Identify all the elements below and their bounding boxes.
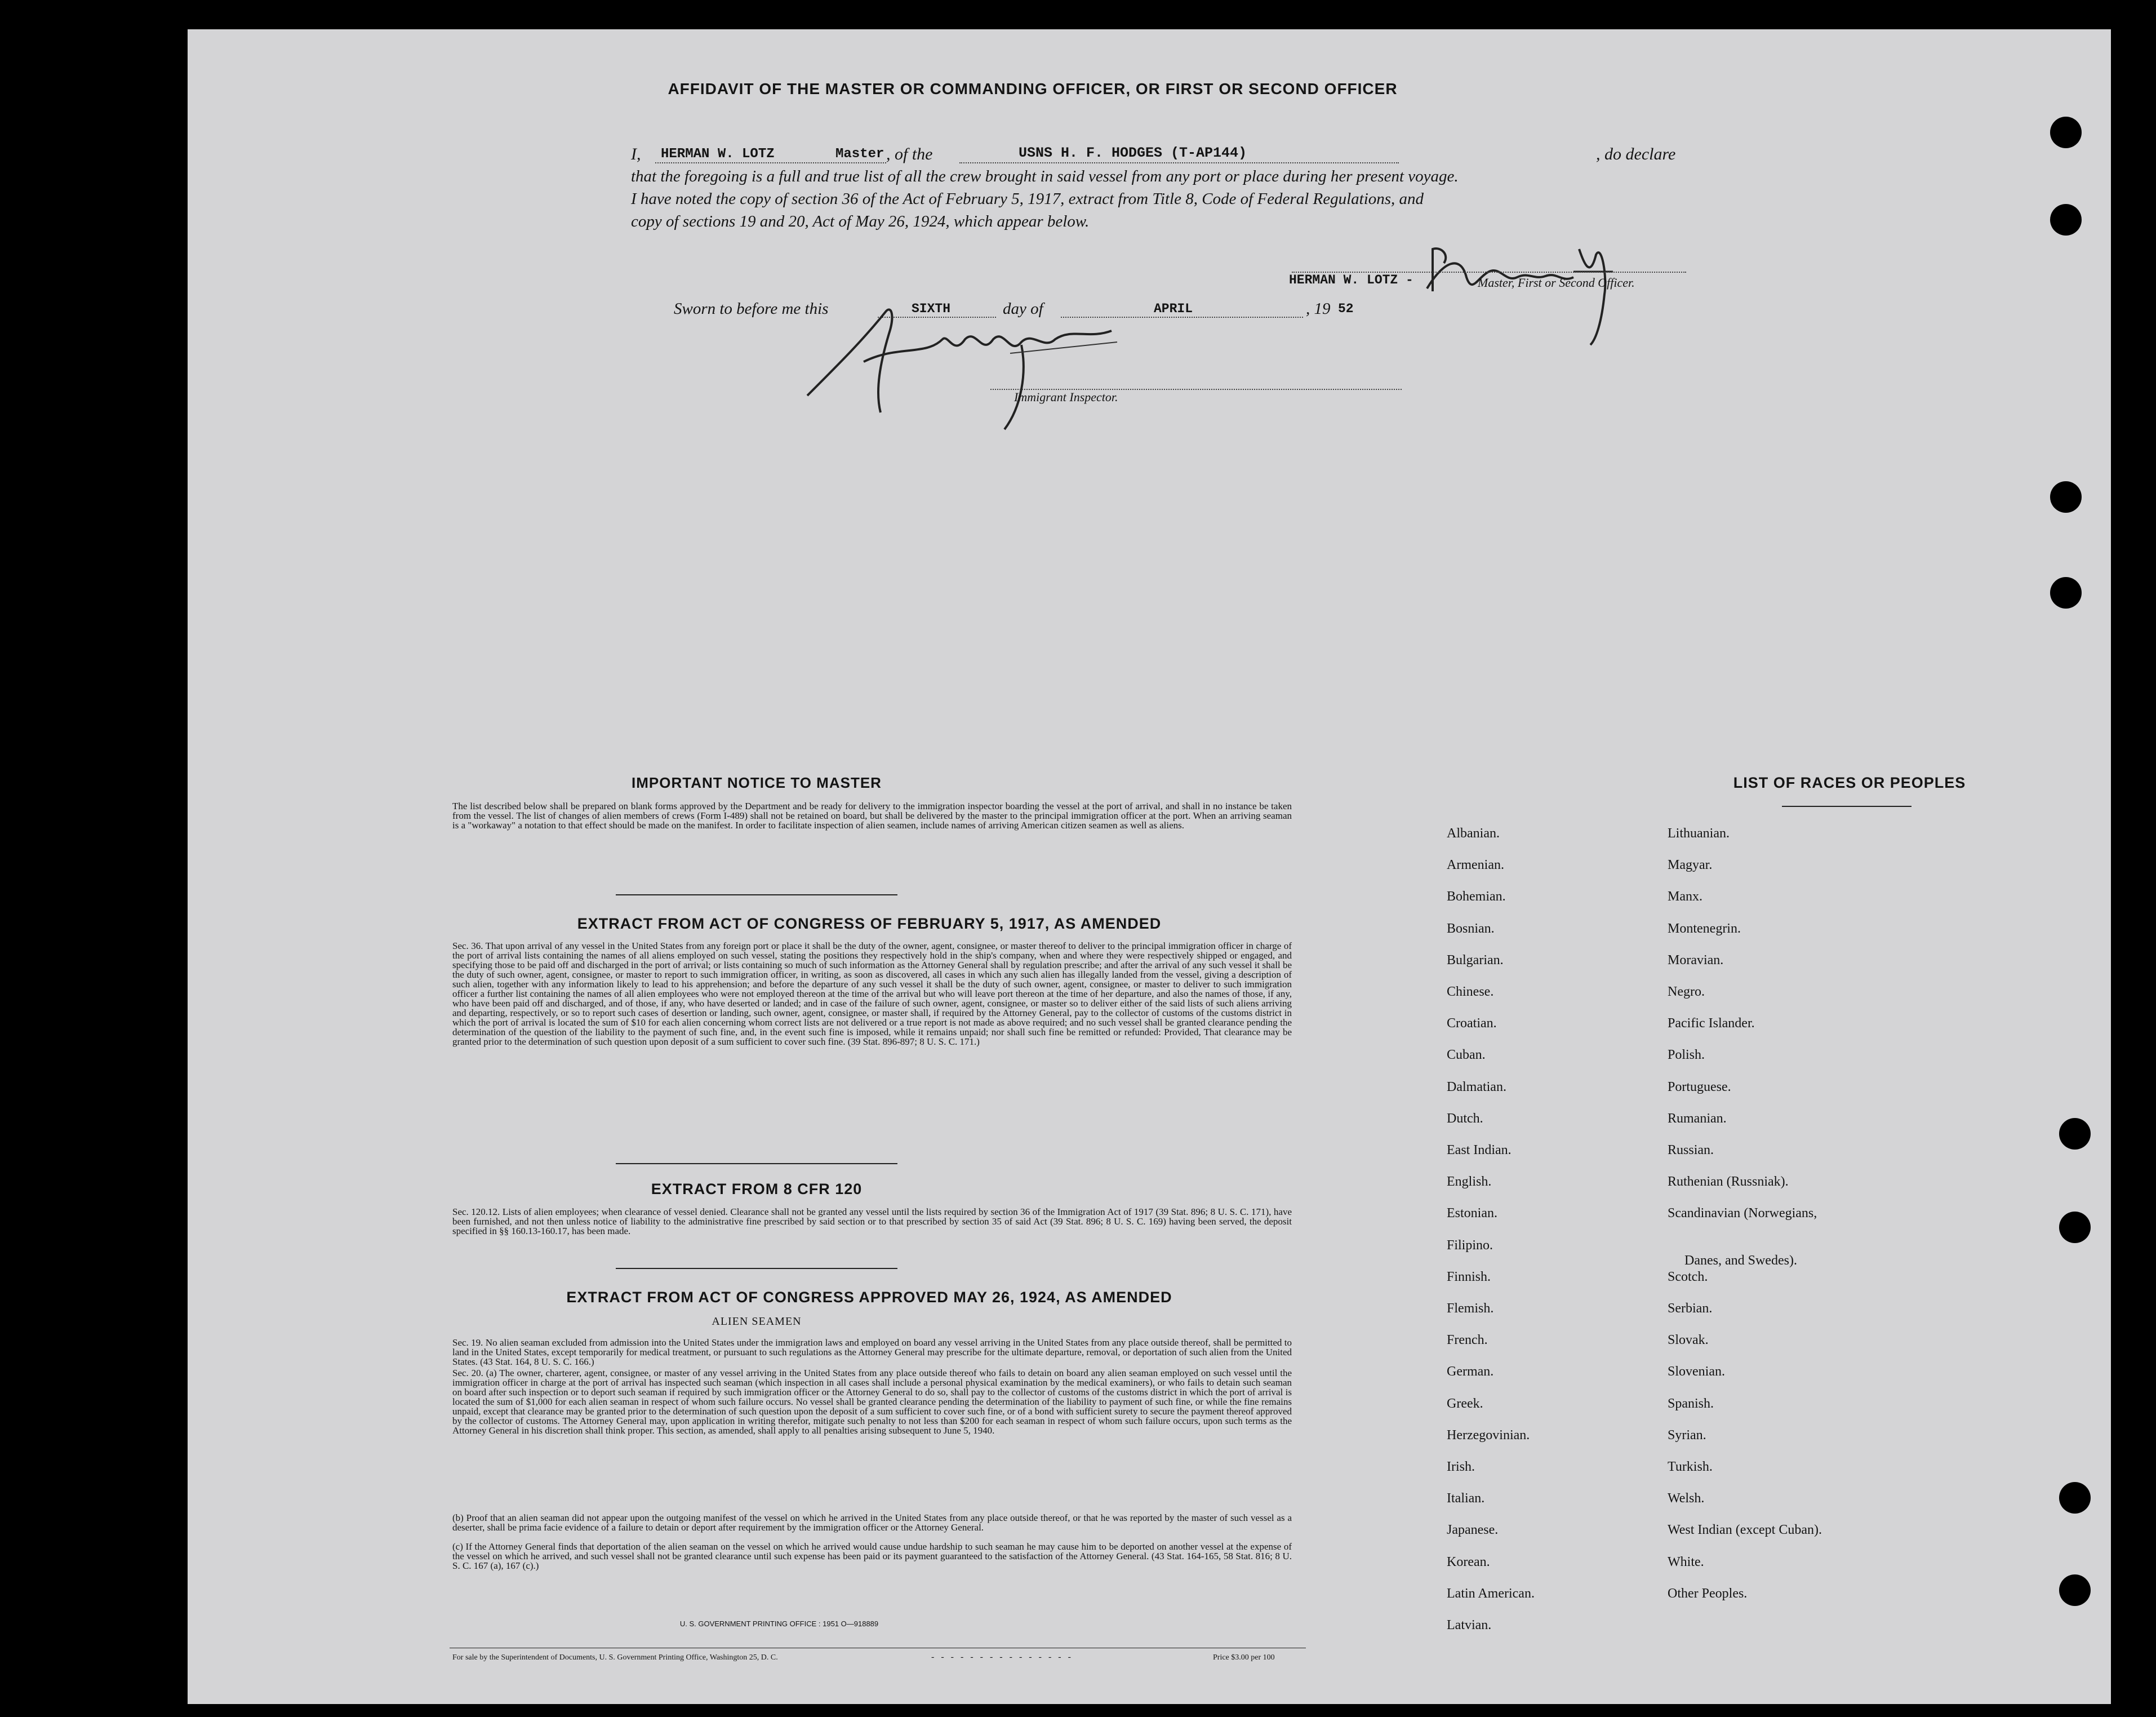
vessel-name: USNS H. F. HODGES (T-AP144) <box>1019 145 1247 161</box>
notice-text: The list described below shall be prepared on blank forms approved by the Department and be ready for delivery to the immigration inspector boarding the vessel at the port of arrival, and shall in no instance be taken from the vessel. The list of changes of alien members of crews (Form I-489) shall not be retained on board, but shall be delivered by the master to the principal immigration officer at the port. When an arriving seaman is a "workaway" a notation to that effect should be made on the manifest. In order to facilitate inspection of alien seamen, include names of arriving American citizen seamen as well as aliens. <box>452 801 1292 831</box>
footer-left: For sale by the Superintendent of Documents, U. S. Government Printing Office, Washington 25, D. C. <box>452 1653 778 1662</box>
extract-1924-para4: (c) If the Attorney General finds that deportation of the alien seaman on the vessel on which he arrived would cause undue hardship to such seaman he may cause him to be deported on another vessel at the expense of the vessel on which he arrived, and such vessel shall not be granted clearance until such expense has been paid or its payment guaranteed to the satisfaction of the Attorney General. (43 Stat. 164-165, 58 Stat. 816; 8 U. S. C. 167 (a), 167 (c).) <box>452 1541 1292 1571</box>
inspector-signature <box>796 277 1145 446</box>
punch-hole <box>2059 1574 2091 1606</box>
year-prefix: , 19 <box>1306 300 1331 318</box>
race-item: Armenian. <box>1447 858 1504 873</box>
race-item: Syrian. <box>1668 1427 1706 1443</box>
races-title-rule <box>1782 806 1911 807</box>
race-item: Scotch. <box>1668 1269 1708 1284</box>
extract-1924-para2: Sec. 20. (a) The owner, charterer, agent, consignee, or master of any vessel arriving in the United States from any place outside thereof who fails to detain on board any alien seaman employed on such vessel until the immigration officer in charge at the port of arrival has inspected such seaman (which inspection in all cases shall include a personal physical examination by the medical examiners), or who fails to detain such seaman on board after such inspection or to deport such seaman if required by such immigration officer or the Attorney General to do so, shall pay to the collector of customs of the customs district in which the port of arrival is located the sum of $1,000 for each alien seaman in respect of whom such failure occurs. No vessel shall be granted clearance pending the determination of the liability to payment of such fine, or while the fine remains unpaid, except that clearance may be granted prior to the determination of such question upon the deposit of a sum sufficient to cover such fine, or of a bond with sufficient surety to secure the payment thereof approved by the collector of customs. The Attorney General may, upon application in writing therefor, mitigate such penalty to not less than $200 for each seaman in respect of whom such failure occurs, upon such terms as the Attorney General in his discretion shall think proper. This section, as amended, shall apply to all penalties arising subsequent to June 5, 1940. <box>452 1368 1292 1436</box>
race-item: West Indian (except Cuban). <box>1668 1523 1822 1538</box>
race-item: Finnish. <box>1447 1269 1491 1284</box>
race-item: German. <box>1447 1364 1494 1379</box>
race-item: English. <box>1447 1174 1492 1190</box>
race-item: Welsh. <box>1668 1491 1705 1506</box>
month-value: APRIL <box>1154 301 1193 316</box>
race-item: Flemish. <box>1447 1301 1494 1316</box>
punch-hole <box>2050 117 2082 148</box>
race-item: Korean. <box>1447 1554 1490 1569</box>
race-item: Ruthenian (Russniak). <box>1668 1174 1789 1190</box>
race-item: Serbian. <box>1668 1301 1713 1316</box>
race-item: Negro. <box>1668 984 1705 999</box>
punch-hole <box>2059 1118 2091 1150</box>
footer-dots: - - - - - - - - - - - - - - - <box>931 1652 1073 1662</box>
race-item: Manx. <box>1668 889 1702 904</box>
name-line <box>655 162 886 163</box>
race-item: Moravian. <box>1668 952 1724 968</box>
race-item: Turkish. <box>1668 1459 1713 1474</box>
extract-1924-para3: (b) Proof that an alien seaman did not appear upon the outgoing manifest of the vessel on which he arrived in the United States from any place outside thereof, or that he was reported by the master of such vessel as a deserter, shall be prima facie evidence of a failure to detain or deport after requirement by the immigration officer or the Attorney General. <box>452 1512 1292 1533</box>
day-value: SIXTH <box>912 301 951 316</box>
affidavit-i: I, <box>631 145 641 163</box>
race-item: Estonian. <box>1447 1206 1497 1221</box>
divider <box>616 1163 897 1164</box>
extract-1917-text: Sec. 36. That upon arrival of any vessel in the United States from any foreign port or place it shall be the duty of the owner, agent, consignee, or master thereof to deliver to the principal immigration officer in charge of the port of arrival lists containing the names of all aliens employed on such vessel, stating the positions they respectively hold in the ship's company, when and where they were respectively shipped or engaged, and specifying those to be paid off and discharged in the port of arrival; or lists containing so much of such information as the Attorney General shall by regulation prescribe; and after the arrival of any such vessel it shall be the duty of such owner, agent, consignee, or master to report to such immigration officer, in writing, as soon as discovered, all cases in which any such alien has illegally landed from the vessel, giving a description of such alien, together with any information likely to lead to his apprehension; and before the departure of any such vessel it shall be the duty of such owner, agent, consignee, or master to deliver to such immigration officer a further list containing the names of all alien employees who were not employed thereon at the time of the arrival but who will leave port thereon at the time of her departure, and also the names of those, if any, who have been paid off and discharged, and of those, if any, who have deserted or landed; and in case of the failure of such owner, agent, consignee, or master so to deliver either of the said lists of such aliens arriving and departing, respectively, or so to report such cases of desertion or landing, such owner, agent, consignee, or master shall, if required by the Attorney General, pay to the collector of customs of the customs district in which the port of arrival is located the sum of $10 for each alien concerning whom correct lists are not delivered or a true report is not made as above required; and no such vessel shall be granted clearance pending the determination of the question of the liability to the payment of such fine, and, in the event such fine is imposed, while it remains unpaid; nor shall such fine be remitted or refunded: Provided, That clearance may be granted prior to the determination of such question upon deposit of a sum sufficient to cover such fine. (39 Stat. 896-897; 8 U. S. C. 171.) <box>452 940 1292 1047</box>
race-item: Rumanian. <box>1668 1111 1727 1126</box>
race-item: Bohemian. <box>1447 889 1506 904</box>
inspector-caption: Immigrant Inspector. <box>1014 390 1118 404</box>
punch-hole <box>2059 1482 2091 1514</box>
gpo-imprint: U. S. GOVERNMENT PRINTING OFFICE : 1951 O—918889 <box>679 1620 879 1628</box>
extract-1917-title: EXTRACT FROM ACT OF CONGRESS OF FEBRUARY 5, 1917, AS AMENDED <box>577 915 1162 932</box>
race-item: Latin American. <box>1447 1586 1535 1601</box>
affidavit-line3: I have noted the copy of section 36 of the Act of February 5, 1917, extract from Title 8, Code of Federal Regulations, and <box>631 190 1424 208</box>
race-item: Filipino. <box>1447 1237 1493 1253</box>
year-value: 52 <box>1338 301 1354 316</box>
race-item: Japanese. <box>1447 1523 1499 1538</box>
race-item: Greek. <box>1447 1396 1483 1411</box>
affidavit-title: AFFIDAVIT OF THE MASTER OR COMMANDING OFFICER, OR FIRST OR SECOND OFFICER <box>668 80 1398 97</box>
race-item: Magyar. <box>1668 858 1713 873</box>
do-declare-label: , do declare <box>1596 145 1676 163</box>
race-item: Albanian. <box>1447 826 1500 841</box>
affidavit-line2: that the foregoing is a full and true list of all the crew brought in said vessel from any port or place during her present voyage. <box>631 167 1459 185</box>
document-page <box>188 29 2111 1704</box>
race-item: French. <box>1447 1333 1488 1348</box>
races-title: LIST OF RACES OR PEOPLES <box>1733 774 1966 791</box>
punch-hole <box>2050 481 2082 513</box>
punch-hole <box>2050 577 2082 609</box>
of-the-label: , of the <box>886 145 933 163</box>
race-item: Polish. <box>1668 1048 1705 1063</box>
race-item: Dalmatian. <box>1447 1079 1506 1094</box>
race-item: White. <box>1668 1554 1704 1569</box>
race-item: Russian. <box>1668 1143 1714 1157</box>
signer-caption: Master, First or Second Officer. <box>1478 276 1635 290</box>
race-item: Herzegovinian. <box>1447 1427 1530 1443</box>
race-item: Lithuanian. <box>1668 826 1730 841</box>
day-of-label: day of <box>1003 300 1043 318</box>
race-item: Dutch. <box>1447 1111 1483 1126</box>
affidavit-line4: copy of sections 19 and 20, Act of May 26, 1924, which appear below. <box>631 212 1090 230</box>
sworn-label: Sworn to before me this <box>674 300 829 318</box>
notice-title: IMPORTANT NOTICE TO MASTER <box>632 774 882 791</box>
extract-1924-para1: Sec. 19. No alien seaman excluded from admission into the United States under the immigration laws and employed on board any vessel arriving in the United States from any place outside thereof, shall be permitted to land in the United States, except temporarily for medical treatment, or pursuant to such regulations as the Attorney General may prescribe for the ultimate departure, removal, or deportation of such alien from the United States. (43 Stat. 164, 8 U. S. C. 166.) <box>452 1337 1292 1367</box>
race-item: East Indian. <box>1447 1143 1512 1157</box>
extract-cfr-title: EXTRACT FROM 8 CFR 120 <box>651 1181 863 1197</box>
race-item: Slovenian. <box>1668 1364 1725 1379</box>
alien-seamen-subtitle: ALIEN SEAMEN <box>712 1315 802 1328</box>
race-item: Bosnian. <box>1447 921 1495 936</box>
master-rank: Master <box>835 147 884 162</box>
vessel-line <box>959 162 1399 163</box>
race-item: Danes, and Swedes). <box>1684 1253 1797 1268</box>
race-item: Portuguese. <box>1668 1079 1731 1094</box>
divider <box>616 1268 897 1269</box>
race-item: Latvian. <box>1447 1618 1492 1632</box>
punch-hole <box>2050 204 2082 236</box>
race-item: Scandinavian (Norwegians, <box>1668 1206 1817 1221</box>
footer-right: Price $3.00 per 100 <box>1213 1653 1275 1662</box>
race-item: Slovak. <box>1668 1333 1709 1348</box>
race-item: Spanish. <box>1668 1396 1714 1411</box>
race-item: Irish. <box>1447 1459 1475 1474</box>
extract-cfr-text: Sec. 120.12. Lists of alien employees; when clearance of vessel denied. Clearance shall not be granted any vessel until the lists required by section 36 of the Immigration Act of 1917 (39 Stat. 896; 8 U. S. C. 171), have been furnished, and not then unless notice of liability to the administrative fine prescribed by said section or to that prescribed by section 35 of said Act (39 Stat. 896; 8 U. S. C. 169) having been served, the deposit specified in §§ 160.13-160.17, has been made. <box>452 1206 1292 1236</box>
race-item: Italian. <box>1447 1491 1485 1506</box>
divider <box>616 894 897 895</box>
race-item: Bulgarian. <box>1447 952 1504 968</box>
signer-typed-name: HERMAN W. LOTZ - <box>1289 273 1413 287</box>
race-item: Chinese. <box>1447 984 1494 999</box>
race-item: Pacific Islander. <box>1668 1016 1755 1031</box>
master-name: HERMAN W. LOTZ <box>661 147 775 162</box>
race-item: Croatian. <box>1447 1016 1497 1031</box>
race-item: Cuban. <box>1447 1048 1486 1063</box>
extract-1924-title: EXTRACT FROM ACT OF CONGRESS APPROVED MAY 26, 1924, AS AMENDED <box>566 1289 1172 1306</box>
race-item: Other Peoples. <box>1668 1586 1748 1601</box>
punch-hole <box>2059 1212 2091 1243</box>
race-item: Montenegrin. <box>1668 921 1741 936</box>
